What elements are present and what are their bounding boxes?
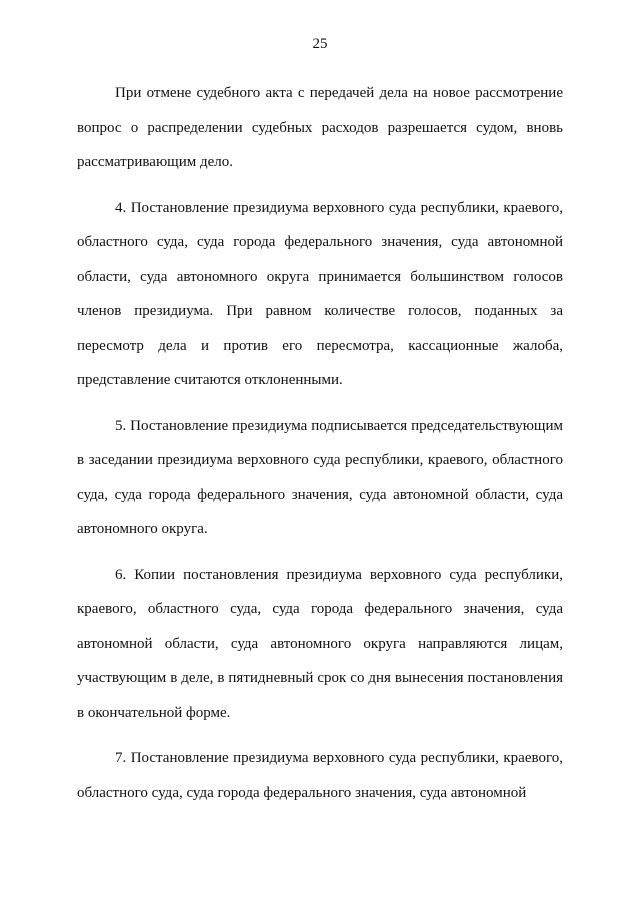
- paragraph-item-6: 6. Копии постановления президиума верховного суда республики, краевого, областного суда, суда города федерального значения, суда автономной области, суда автономного округа направляются лицам, участвующим в деле, в пятидневный срок со дня вынесения постановления в окончательной форме.: [77, 566, 563, 721]
- document-body: [77, 76, 563, 810]
- paragraph-item-7: 7. Постановление президиума верховного суда республики, краевого, областного суда, суда города федерального значения, суда автономной: [77, 750, 563, 801]
- page-number: 25: [312, 36, 328, 52]
- paragraph-item-4: 4. Постановление президиума верховного суда республики, краевого, областного суда, суда города федерального значения, суда автономной области, суда автономного округа принимается большинством голосов членов президиума. При равном количестве голосов, поданных за пересмотр дела и против его пересмотра, кассационные жалоба, представление считаются отклоненными.: [77, 199, 563, 388]
- paragraph-cancellation-costs: При отмене судебного акта с передачей дела на новое рассмотрение вопрос о распределении судебных расходов разрешается судом, вновь рассматривающим дело.: [77, 85, 563, 170]
- paragraph-item-5: 5. Постановление президиума подписывается председательствующим в заседании президиума верховного суда республики, краевого, областного суда, суда города федерального значения, суда автономной области, суда автономного округа.: [77, 417, 563, 537]
